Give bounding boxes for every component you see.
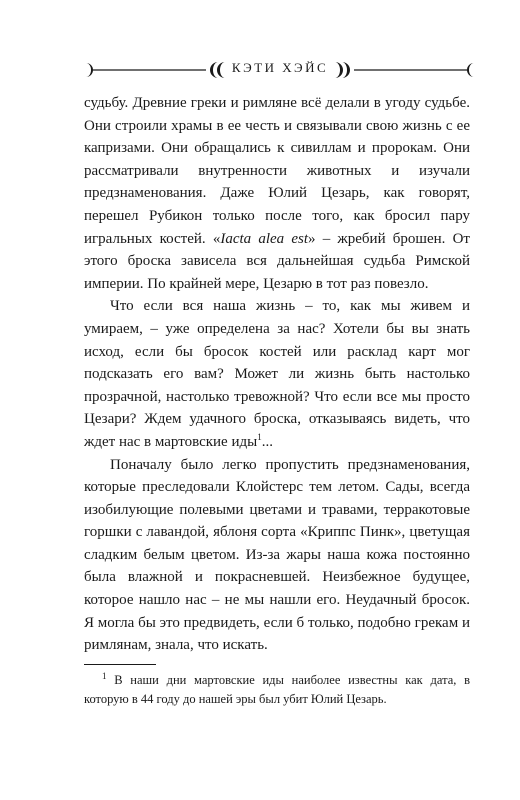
paragraph-2: Что если вся наша жизнь – то, как мы живем и умираем, – уже определена за нас? Хотели бы вы знать исход, если бы бросок костей или расклад карт мог подсказать его вам? Может ли жизнь быть настолько прозрачной, настолько тревожной? Что если все мы просто Цезари? Ждем удачного броска, отказываясь видеть, что ждет нас в мартовские иды$^1$... — [84, 298, 470, 450]
latin-quote: Iacta alea est — [220, 230, 309, 247]
footnote — [84, 671, 470, 709]
paragraph-1: судьбу. Древние греки и римляне всё делали в угоду судьбе. Они строили храмы в ее честь и связывали свою жизнь с ее капризами. Они обращались к сивиллам и пророкам. Они рассматривали внутренности животных и изучали предзнаменования. Даже Юлий Цезарь, как говорят, перешел Рубикон только после того, как бросил пару игральных костей. «Iacta alea est» – жребий брошен. От этого броска зависела вся дальнейшая судьба Римской империи. По крайней мере, Цезарю в тот раз повезло. — [84, 95, 470, 292]
paragraph-3: Поначалу было легко пропустить предзнаменования, которые преследовали Клойстерс тем летом. Сады, всегда изобилующие полевыми цветами и травами, терракотовые горшки с лавандой, яблоня сорта «Криппс Пинк», цветущая сладким белым цветом. Из-за жары наша кожа постоянно была влажной и покрасневшей. Неизбежное будущее, которое нашло нас – не мы нашли его. Неудачный бросок. Я могла бы это предвидеть, если б только, подобно грекам и римлянам, знала, что искать. — [84, 456, 470, 654]
footnote-divider — [84, 664, 156, 665]
running-header — [84, 58, 476, 82]
footnote-text: В наши дни мартовские иды наиболее известны как дата, в которую в 44 году до нашей эры был убит Юлий Цезарь. — [84, 673, 470, 706]
footnote-mark: 1 — [102, 670, 107, 681]
running-header-title: КЭТИ ХЭЙС — [231, 60, 329, 75]
main-text — [84, 92, 470, 657]
footnote-reference[interactable]: 1 — [257, 431, 262, 442]
